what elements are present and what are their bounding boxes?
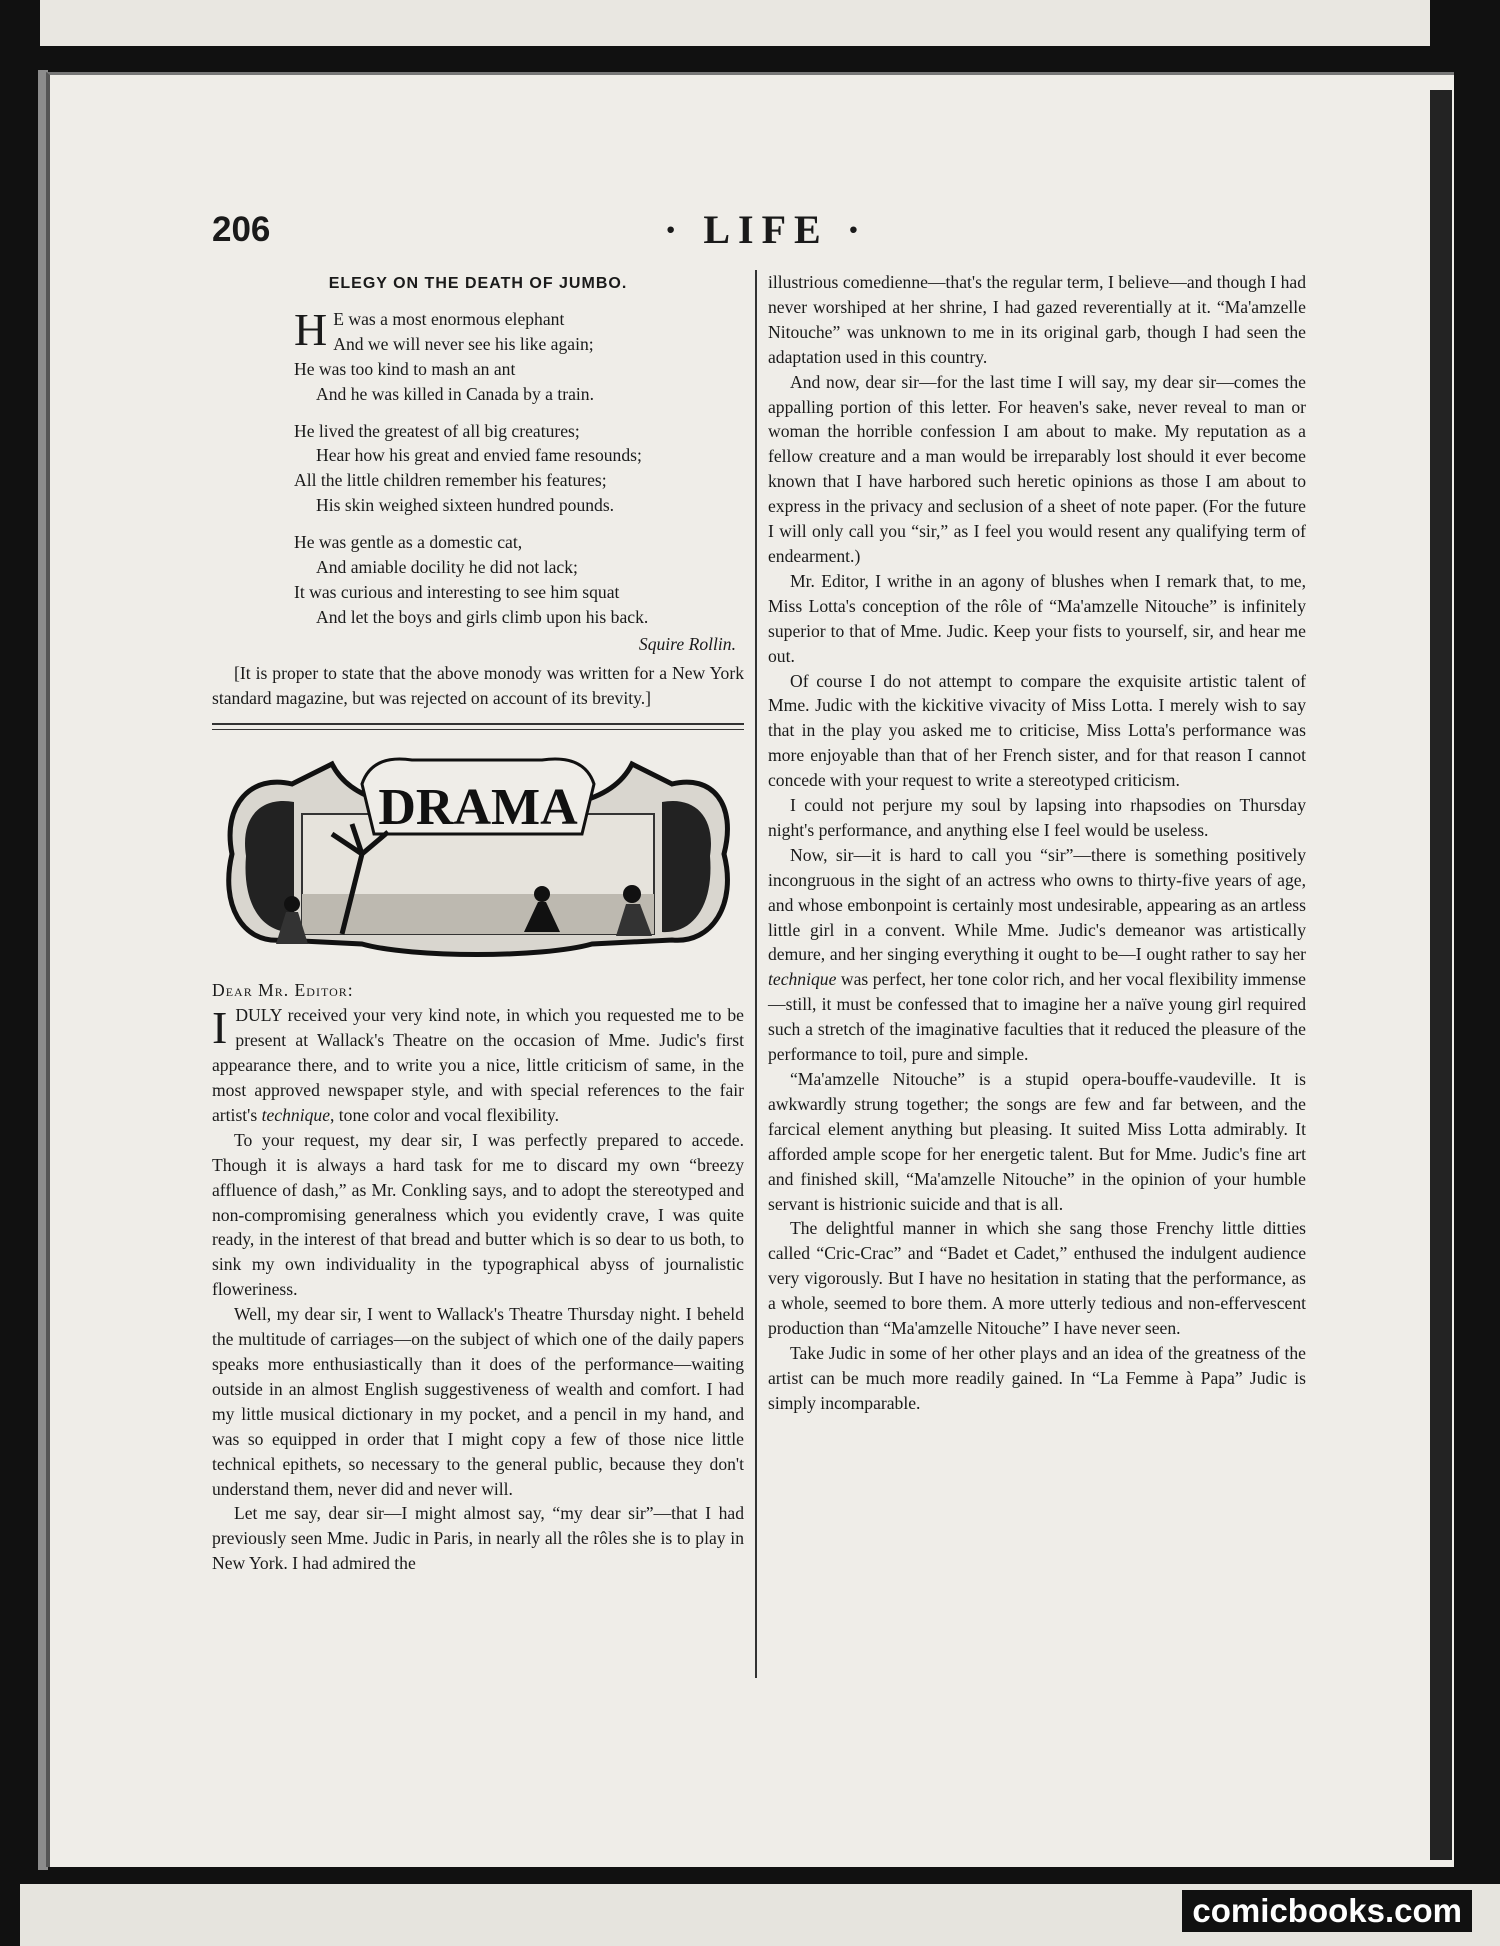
previous-page-strip <box>0 0 1500 46</box>
letter-paragraph: Of course I do not attempt to compare the exquisite artistic talent of Mme. Judic with the kickitive vivacity of Miss Lotta. I merely wish to say that in the play you asked me to criticise, Miss Lotta's performance was more enjoyable than that of her French sister, and for that reason I cannot concede with your request to write a stereotyped criticism. <box>768 670 1306 791</box>
letter-text: , tone color and vocal flexibility. <box>330 1104 559 1125</box>
letter-paragraph: “Ma'amzelle Nitouche” is a stupid opera-bouffe-vaudeville. It is awkwardly strung together; the songs are few and far between, and the farcical element anything but pleasing. It suited Miss Lotta admirably. It afforded ample scope for her energetic talent. But for Mme. Judic's fine art and finished skill, “Ma'amzelle Nitouche” in the opinion of your humble servant is histrionic suicide and that is all. <box>768 1069 1306 1214</box>
watermark: comicbooks.com <box>1182 1890 1472 1932</box>
italic-technique: technique <box>768 969 837 990</box>
letter-paragraph: Take Judic in some of her other plays and an idea of the greatness of the artist can be much more readily gained. In “La Femme à Papa” Judic is simply incomparable. <box>768 1342 1306 1413</box>
poem-line: And let the boys and girls climb upon his back. <box>316 606 649 627</box>
letter-paragraph <box>212 1003 744 1128</box>
letter-paragraph: The delightful manner in which she sang those Frenchy little ditties called “Cric-Crac” and “Badet et Cadet,” enthused the indulgent audience very vigorously. But I have no hesitation in stating that the performance, as a whole, seemed to bore them. A more utterly tedious and non-effervescent production than “Ma'amzelle Nitouche” I have never seen. <box>768 1218 1306 1339</box>
drop-cap: I <box>212 1002 228 1054</box>
poem-line: All the little children remember his features; <box>294 470 607 491</box>
poem-title: ELEGY ON THE DEATH OF JUMBO. <box>328 275 628 292</box>
letter-paragraph: To your request, my dear sir, I was perfectly prepared to accede. Though it is always a hard task for me to discard my own “breezy affluence of dash,” as Mr. Conkling says, and to adopt the stereotyped and non-compromising generalness which you evidently crave, I was quite ready, in the interest of that bread and butter which is so dear to us both, to sink my own individuality in the typographical abyss of journalistic floweriness. <box>212 1129 744 1300</box>
poem-stanza-1 <box>294 303 744 407</box>
letter-paragraph: And now, dear sir—for the last time I will say, my dear sir—comes the appalling portion of this letter. For heaven's sake, never reveal to man or woman the horrible confession I am about to make. My reputation as a fellow creature and a man would be irreparably lost should it ever become known that I have harbored such heretic opinions as those I am about to express in the privacy and seclusion of a sheet of note paper. (For the future I will only call you “sir,” as I feel you would resent any qualifying term of endearment.) <box>768 371 1306 566</box>
letter-paragraph: Let me say, dear sir—I might almost say, “my dear sir”—that I had previously seen Mme. Judic in Paris, in nearly all the rôles she is to play in New York. I had admired the <box>212 1503 744 1574</box>
letter-text: Now, sir—it is hard to call you “sir”—there is something positively incongruous in the sight of an actress who owns to thirty-five years of age, and whose embonpoint is certainly most undesirable, appearing as an artless little girl in a convent. While Mme. Judic's demeanor was artistically demure, and her singing everything it ought to be—I ought rather to say her <box>768 844 1306 965</box>
letter-paragraph: Mr. Editor, I writhe in an agony of blushes when I remark that, to me, Miss Lotta's conception of the rôle of “Ma'amzelle Nitouche” is infinitely superior to that of Mme. Judic. Keep your fists to yourself, sir, and hear me out. <box>768 570 1306 666</box>
poem-line: Hear how his great and envied fame resounds; <box>316 445 642 466</box>
poem-stanza-3 <box>294 530 744 630</box>
italic-technique: technique <box>261 1104 330 1125</box>
letter-paragraph: illustrious comedienne—that's the regular term, I believe—and though I had never worshiped at her shrine, I had gazed reverentially at it. “Ma'amzelle Nitouche” was unknown to me in its original garb, though I had seen the adaptation used in this country. <box>768 272 1306 367</box>
poem-line: It was curious and interesting to see him squat <box>294 581 620 602</box>
letter-text: DULY received your very kind note, in which you requested me to be present at Wallack's Theatre on the occasion of Mme. Judic's first appearance there, and to write you a nice, little criticism of same, in the most approved newspaper style, and with special references to the fair artist's <box>212 1005 744 1125</box>
letter-paragraph: Well, my dear sir, I went to Wallack's Theatre Thursday night. I beheld the multitude of carriages—on the subject of which one of the daily papers speaks more enthusiastically than it does of the performance—waiting outside in an almost English suggestiveness of wealth and comfort. I had my little musical dictionary in my pocket, and a pencil in my hand, and was so equipped in order that I might copy a few of those nice little technical epithets, so necessary to the general public, because they don't understand them, never did and never will. <box>212 1304 744 1499</box>
poem-line: He lived the greatest of all big creatures; <box>294 420 580 441</box>
column-rule <box>755 270 757 1678</box>
right-column <box>768 270 1306 1416</box>
section-rule <box>212 723 744 730</box>
poem-line: E was a most enormous elephant <box>333 308 565 329</box>
poem-line: And amiable docility he did not lack; <box>316 557 578 578</box>
editor-note: [It is proper to state that the above monody was written for a New York standard magazine, but was rejected on account of its brevity.] <box>212 662 744 708</box>
page-number: 206 <box>212 210 271 249</box>
masthead-title: · LIFE · <box>664 207 869 252</box>
poem-line: He was gentle as a domestic cat, <box>294 532 523 553</box>
letter-salutation: Dear Mr. Editor: <box>212 980 354 1001</box>
drama-banner-text: DRAMA <box>378 778 578 836</box>
poem-stanza-2 <box>294 419 744 519</box>
letter-paragraph <box>768 843 1306 1067</box>
letter-paragraph: I could not perjure my soul by lapsing into rhapsodies on Thursday night's performance, and anything else I feel would be useless. <box>768 795 1306 840</box>
poem-line: He was too kind to mash an ant <box>294 358 516 379</box>
letter-text: was perfect, her tone color rich, and her vocal flexibility immense—still, it must be confessed that to imagine her a naïve young girl required such a stretch of the imaginative faculties that it reduced the pleasure of the performance to toil, pure and simple. <box>768 969 1306 1065</box>
left-column <box>212 270 744 1576</box>
binding-right-edge <box>1430 90 1452 1860</box>
drama-banner-illustration <box>212 744 744 968</box>
poem-line: His skin weighed sixteen hundred pounds. <box>316 495 615 516</box>
poem-line: And we will never see his like again; <box>333 333 594 354</box>
drop-cap: H <box>294 303 328 355</box>
poem-author: Squire Rollin. <box>638 633 736 654</box>
poem-line: And he was killed in Canada by a train. <box>316 383 595 404</box>
